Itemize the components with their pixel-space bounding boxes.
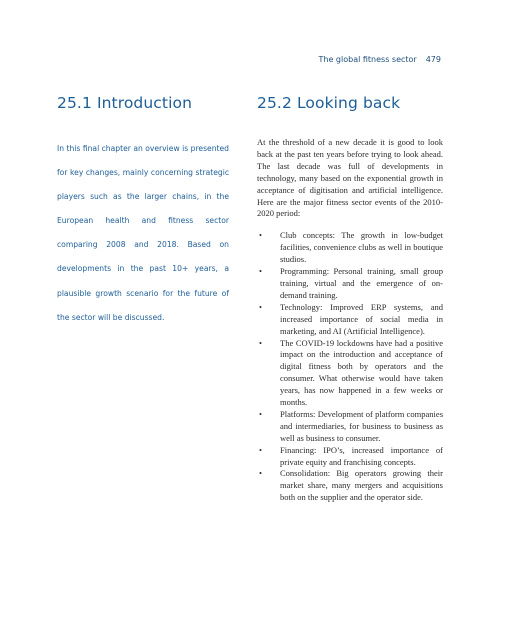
list-item [257,302,443,338]
list-item-text: Platforms: Development of platform companies and intermediaries, for business to business as well as business to consumer. [280,408,443,443]
looking-back-intro: At the threshold of a new decade it is good to look back at the past ten years before trying to look ahead. The last decade was full of developments in technology, many based on the exponential growth in acceptance of digitisation and artificial intelligence. Here are the major fitness sector events of the 2010-2020 period: [257,137,443,219]
events-list [257,230,443,504]
list-item-text: Technology: Improved ERP systems, and increased importance of social media in marketing, and AI (Artificial Intelligence). [280,301,443,336]
bullet-icon: • [259,444,262,455]
bullet-icon: • [259,408,262,419]
page-number: 479 [425,55,441,64]
list-item-text: Club concepts: The growth in low-budget facilities, convenience clubs as well in boutique studios. [280,230,443,265]
bullet-icon: • [259,468,262,479]
list-item [257,338,443,409]
list-item [257,445,443,469]
bullet-icon: • [259,301,262,312]
bullet-icon: • [259,230,262,241]
list-item [257,409,443,445]
running-title: The global fitness sector [318,55,417,64]
bullet-icon: • [259,266,262,277]
list-item [257,266,443,302]
section-heading-looking-back: 25.2 Looking back [257,94,401,112]
introduction-paragraph: In this final chapter an overview is presented for key changes, mainly concerning strategic players such as the larger chains, in the European health and fitness sector comparing 2008 and 2018. Based on developments in the past 10+ years, a plausible growth scenario for the future of the sector will be discussed. [57,144,229,322]
list-item-text: Financing: IPO’s, increased importance of private equity and franchising concepts. [280,444,443,467]
list-item-text: The COVID-19 lockdowns have had a positive impact on the introduction and acceptance of digital fitness both by operators and the consumer. What otherwise would have taken years, has now happened in a few weeks or months. [280,337,443,408]
bullet-icon: • [259,337,262,348]
list-item-text: Programming: Personal training, small group training, virtual and the emergence of on-demand training. [280,266,443,300]
section-heading-introduction: 25.1 Introduction [57,94,193,112]
running-header [319,55,442,64]
list-item [257,468,443,504]
list-item-text: Consolidation: Big operators growing their market share, many mergers and acquisitions both on the supplier and the operator side. [280,468,443,503]
looking-back-column [257,137,443,504]
list-item [257,230,443,266]
